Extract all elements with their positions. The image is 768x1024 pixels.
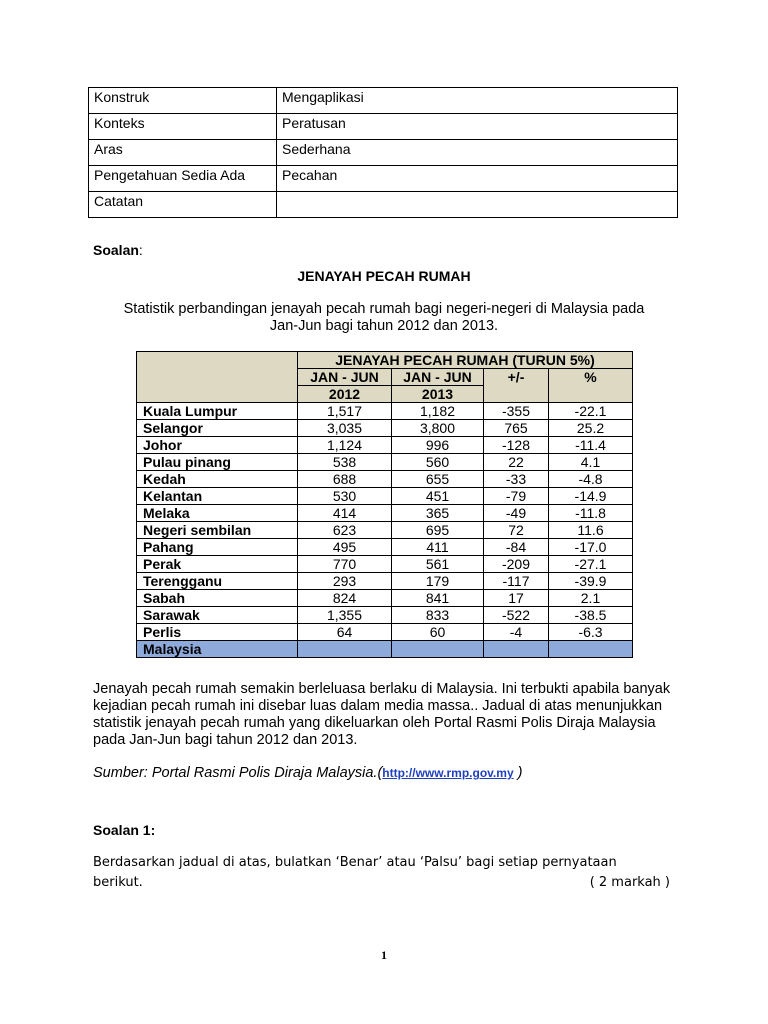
value-pct: 25.2 (549, 420, 633, 437)
document-title: JENAYAH PECAH RUMAH (297, 268, 471, 284)
metadata-row (89, 192, 678, 218)
value-2013: 365 (392, 505, 484, 522)
value-2012: 688 (298, 471, 392, 488)
question-line-1: Berdasarkan jadual di atas, bulatkan ‘Benar’ atau ‘Palsu’ bagi setiap pernyataan (93, 855, 617, 870)
table-row (137, 624, 633, 641)
state-name: Melaka (137, 505, 298, 522)
value-diff: -209 (484, 556, 549, 573)
value-diff: -117 (484, 573, 549, 590)
body-paragraph: Jenayah pecah rumah semakin berleluasa berlaku di Malaysia. Ini terbukti apabila banyak kejadian pecah rumah ini disebar luas dalam media massa.. Jadual di atas menunjukkan statistik jenayah pecah rumah yang dikeluarkan oleh Portal Rasmi Polis Diraja Malaysia pada Jan-Jun bagi tahun 2012 dan 2013. (93, 681, 671, 748)
value-diff: 22 (484, 454, 549, 471)
metadata-key: Aras (89, 140, 277, 166)
table-row (137, 539, 633, 556)
value-2012: 824 (298, 590, 392, 607)
value-diff: -79 (484, 488, 549, 505)
value-diff: 72 (484, 522, 549, 539)
col-2012-header-top: JAN - JUN (298, 369, 392, 386)
value-2013: 833 (392, 607, 484, 624)
value-diff: -4 (484, 624, 549, 641)
value-pct: -14.9 (549, 488, 633, 505)
state-name: Kuala Lumpur (137, 403, 298, 420)
value-2012: 1,355 (298, 607, 392, 624)
value-diff: 765 (484, 420, 549, 437)
metadata-key: Konstruk (89, 88, 277, 114)
table-row (137, 522, 633, 539)
state-name: Kelantan (137, 488, 298, 505)
metadata-row (89, 114, 678, 140)
metadata-key: Konteks (89, 114, 277, 140)
corner-header-cell (137, 352, 298, 403)
state-name: Pahang (137, 539, 298, 556)
value-pct: -4.8 (549, 471, 633, 488)
intro-text (88, 301, 680, 335)
col-2012-header-year: 2012 (298, 386, 392, 403)
value-diff: -355 (484, 403, 549, 420)
metadata-key: Pengetahuan Sedia Ada (89, 166, 277, 192)
burglary-statistics-table (136, 351, 633, 658)
value-2012: 64 (298, 624, 392, 641)
value-pct: -11.8 (549, 505, 633, 522)
value-2012: 293 (298, 573, 392, 590)
value-2013: 60 (392, 624, 484, 641)
value-2013: 451 (392, 488, 484, 505)
state-name: Johor (137, 437, 298, 454)
metadata-value (277, 192, 678, 218)
value-pct: -17.0 (549, 539, 633, 556)
question-line-2: berikut. (93, 875, 143, 890)
value-diff: -522 (484, 607, 549, 624)
value-2013: 3,800 (392, 420, 484, 437)
source-line (93, 765, 683, 782)
value-pct: -22.1 (549, 403, 633, 420)
table-row (137, 607, 633, 624)
metadata-value: Mengaplikasi (277, 88, 678, 114)
table-row (137, 573, 633, 590)
value-2012: 495 (298, 539, 392, 556)
value-2013: 1,182 (392, 403, 484, 420)
col-diff-header: +/- (484, 369, 549, 403)
value-2012: 770 (298, 556, 392, 573)
value-pct: 11.6 (549, 522, 633, 539)
state-name: Terengganu (137, 573, 298, 590)
table-row (137, 471, 633, 488)
metadata-row (89, 166, 678, 192)
state-name: Perlis (137, 624, 298, 641)
value-2013: 411 (392, 539, 484, 556)
value-2012: 1,517 (298, 403, 392, 420)
total-row (137, 641, 633, 658)
intro-line-2: Jan-Jun bagi tahun 2012 dan 2013. (269, 318, 499, 334)
value-diff: 17 (484, 590, 549, 607)
total-cell-diff (484, 641, 549, 658)
source-link[interactable]: http://www.rmp.gov.my (382, 766, 514, 780)
value-pct: 2.1 (549, 590, 633, 607)
table-row (137, 590, 633, 607)
state-name: Sarawak (137, 607, 298, 624)
value-2012: 530 (298, 488, 392, 505)
col-2013-header-year: 2013 (392, 386, 484, 403)
value-2012: 3,035 (298, 420, 392, 437)
metadata-row (89, 140, 678, 166)
soalan-label: Soalan (93, 242, 139, 258)
metadata-key: Catatan (89, 192, 277, 218)
value-pct: -6.3 (549, 624, 633, 641)
value-pct: -11.4 (549, 437, 633, 454)
table-row (137, 420, 633, 437)
value-2012: 538 (298, 454, 392, 471)
total-cell-2013 (392, 641, 484, 658)
total-label: Malaysia (137, 641, 298, 658)
value-diff: -128 (484, 437, 549, 454)
source-suffix: ) (513, 765, 523, 781)
value-2012: 623 (298, 522, 392, 539)
col-2013-header-top: JAN - JUN (392, 369, 484, 386)
total-cell-pct (549, 641, 633, 658)
state-name: Selangor (137, 420, 298, 437)
total-cell-2012 (298, 641, 392, 658)
soalan-colon: : (138, 242, 143, 258)
table-row (137, 556, 633, 573)
state-name: Perak (137, 556, 298, 573)
marks-label: ( 2 markah ) (589, 875, 670, 890)
value-2013: 996 (392, 437, 484, 454)
state-name: Kedah (137, 471, 298, 488)
question-1-text (93, 853, 683, 893)
value-pct: -27.1 (549, 556, 633, 573)
value-2013: 695 (392, 522, 484, 539)
table-row (137, 454, 633, 471)
metadata-value: Peratusan (277, 114, 678, 140)
soalan-heading (93, 242, 143, 258)
intro-line-1: Statistik perbandingan jenayah pecah rumah bagi negeri-negeri di Malaysia pada (123, 301, 645, 317)
table-row (137, 505, 633, 522)
page-number: 1 (381, 948, 387, 962)
value-pct: -38.5 (549, 607, 633, 624)
value-pct: -39.9 (549, 573, 633, 590)
soalan-1-heading: Soalan 1: (93, 822, 156, 838)
value-diff: -33 (484, 471, 549, 488)
table-row (137, 403, 633, 420)
value-2013: 655 (392, 471, 484, 488)
metadata-value: Pecahan (277, 166, 678, 192)
value-diff: -49 (484, 505, 549, 522)
table-row (137, 488, 633, 505)
metadata-row (89, 88, 678, 114)
table-row (137, 437, 633, 454)
state-name: Pulau pinang (137, 454, 298, 471)
group-header: JENAYAH PECAH RUMAH (TURUN 5%) (298, 352, 633, 369)
metadata-value: Sederhana (277, 140, 678, 166)
value-2013: 560 (392, 454, 484, 471)
state-name: Negeri sembilan (137, 522, 298, 539)
value-diff: -84 (484, 539, 549, 556)
source-prefix: Sumber: Portal Rasmi Polis Diraja Malaysia.( (93, 765, 383, 781)
col-pct-header: % (549, 369, 633, 403)
value-2013: 841 (392, 590, 484, 607)
value-2012: 1,124 (298, 437, 392, 454)
value-pct: 4.1 (549, 454, 633, 471)
value-2013: 561 (392, 556, 484, 573)
value-2012: 414 (298, 505, 392, 522)
metadata-table (88, 87, 678, 218)
state-name: Sabah (137, 590, 298, 607)
value-2013: 179 (392, 573, 484, 590)
